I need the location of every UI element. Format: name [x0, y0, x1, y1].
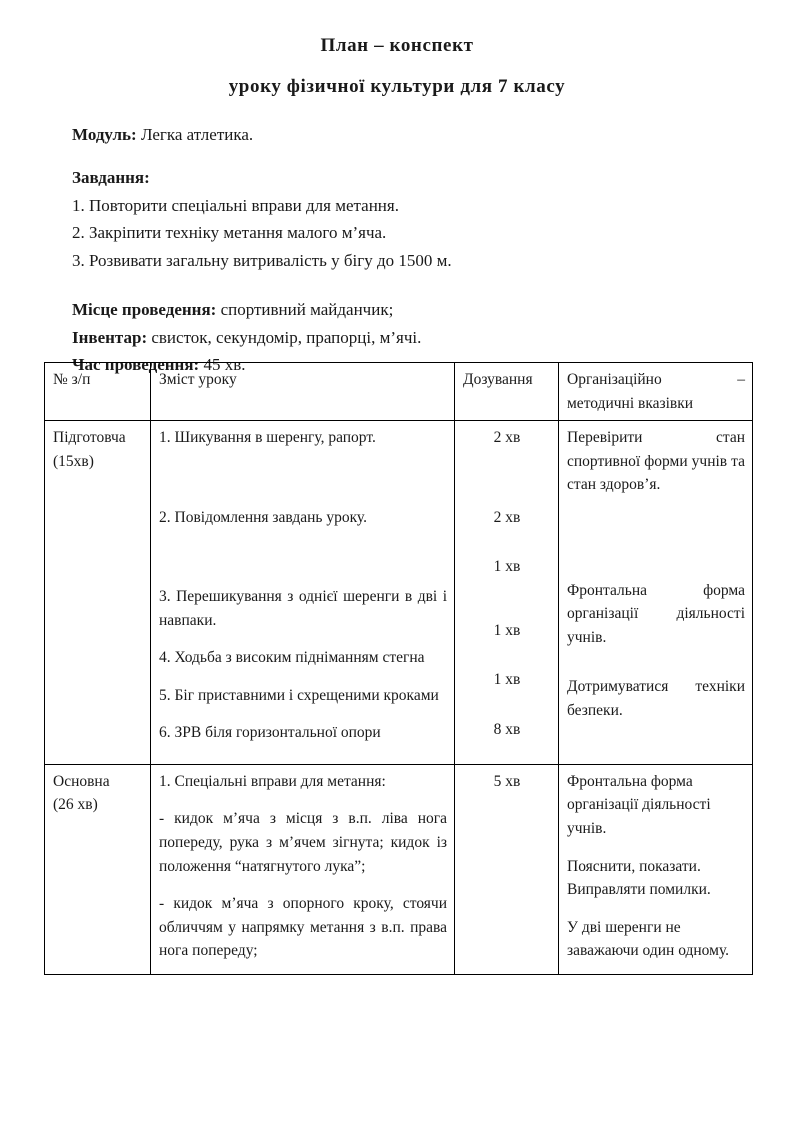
spacer [159, 963, 447, 969]
column-header-content: Зміст уроку [151, 363, 455, 421]
spacer [567, 649, 745, 675]
spacer [159, 878, 447, 892]
lesson-metadata [0, 121, 794, 379]
lesson-plan-table-wrapper [44, 362, 752, 975]
tasks-heading: Завдання: [72, 168, 150, 188]
notes-cell-preparatory [559, 421, 753, 765]
spacer [567, 497, 745, 553]
duration-label: Час проведення: [72, 355, 200, 375]
part-name-cell-preparatory [45, 421, 151, 765]
column-header-notes-line-1: Організаційно – [567, 371, 745, 388]
column-header-notes [559, 363, 753, 421]
dosage-value: 8 хв [493, 720, 521, 738]
inventory-value: свисток, секундомір, прапорці, м’ячі. [151, 327, 422, 347]
document-title-block [0, 0, 794, 99]
table-row [45, 764, 753, 974]
table-header [45, 363, 753, 421]
lesson-item: 2. Повідомлення завдань уроку. [159, 508, 368, 526]
lesson-item: 1. Шикування в шеренгу, рапорт. [159, 429, 376, 447]
lesson-item: 6. ЗРВ біля горизонтальної опори [159, 724, 381, 742]
dosage-value: 1 хв [493, 558, 521, 576]
spacer [463, 529, 551, 555]
task-item: 2. Закріпити техніку метання малого м’яча. [72, 223, 387, 243]
module-label: Модуль: [72, 124, 137, 144]
table-body [45, 421, 753, 975]
lesson-item: 5. Біг приставними і схрещеними кроками [159, 686, 439, 704]
lesson-item: 3. Перешикування з однієї шеренги в дві і навпаки. [159, 588, 447, 629]
lesson-item: 4. Ходьба з високим підніманням стегна [159, 649, 425, 667]
spacer [159, 707, 447, 721]
dosage-cell-preparatory [455, 421, 559, 765]
module-value: Легка атлетика. [140, 124, 254, 144]
spacer [567, 553, 745, 579]
content-cell-main [151, 764, 455, 974]
spacer [159, 529, 447, 585]
dosage-value: 5 хв [493, 772, 521, 790]
note-paragraph: Фронтальна форма організації діяльності учнів. [567, 581, 745, 646]
part-duration: (26 хв) [53, 796, 98, 814]
spacer [567, 841, 745, 855]
spacer [159, 793, 447, 807]
dosage-value: 1 хв [493, 621, 521, 639]
part-duration: (15хв) [53, 452, 94, 470]
page-title-line-2: уроку фізичної культури для 7 класу [228, 75, 566, 97]
lesson-plan-table [44, 362, 753, 975]
note-paragraph: Перевірити стан спортивної форми учнів та стан здоров’я. [567, 429, 745, 494]
column-header-notes-line-2: методичні вказівки [567, 394, 694, 412]
inventory-label: Інвентар: [72, 327, 148, 347]
inventory-row [72, 324, 746, 352]
spacer [567, 902, 745, 916]
content-cell-preparatory [151, 421, 455, 765]
spacer [159, 745, 447, 759]
column-header-dosage: Дозування [455, 363, 559, 421]
notes-cell-main [559, 764, 753, 974]
spacer [463, 450, 551, 506]
note-paragraph: Пояснити, показати. Виправляти помилки. [567, 857, 711, 899]
table-header-row [45, 363, 753, 421]
spacer [463, 692, 551, 718]
dosage-cell-main [455, 764, 559, 974]
spacer [159, 632, 447, 646]
task-item: 3. Розвивати загальну витривалість у бігу до 1500 м. [72, 250, 452, 270]
duration-value: 45 хв. [203, 355, 246, 375]
note-paragraph: Дотримуватися техніки безпеки. [567, 678, 745, 719]
venue-value: спортивний майданчик; [220, 300, 394, 320]
note-paragraph: Фронтальна форма організації діяльності учнів. [567, 772, 711, 838]
spacer [159, 670, 447, 684]
lesson-item: - кидок м’яча з опорного кроку, стоячи обличчям у напрямку метання з в.п. права нога попереду; [159, 895, 447, 960]
part-name-cell-main [45, 764, 151, 974]
lesson-item: 1. Спеціальні вправи для метання: [159, 772, 386, 790]
table-row [45, 421, 753, 765]
lesson-item: - кидок м’яча з місця з в.п. ліва нога попереду, рука з м’ячем зігнута; кидок із положення “натягнутого лука”; [159, 810, 447, 875]
task-item: 1. Повторити спеціальні вправи для метання. [72, 195, 399, 215]
note-paragraph: У дві шеренги не заважаючи один одному. [567, 918, 730, 960]
venue-row [72, 296, 746, 324]
dosage-value: 1 хв [493, 671, 521, 689]
page-title-line-1: План – конспект [320, 35, 474, 56]
dosage-value: 2 хв [493, 429, 521, 447]
spacer [463, 579, 551, 619]
venue-label: Місце проведення: [72, 300, 217, 320]
part-name: Підготовча [53, 429, 126, 447]
spacer [159, 450, 447, 506]
spacer [463, 642, 551, 668]
column-header-number: № з/п [45, 363, 151, 421]
part-name: Основна [53, 772, 110, 790]
dosage-value: 2 хв [493, 508, 521, 526]
module-row [72, 121, 746, 149]
